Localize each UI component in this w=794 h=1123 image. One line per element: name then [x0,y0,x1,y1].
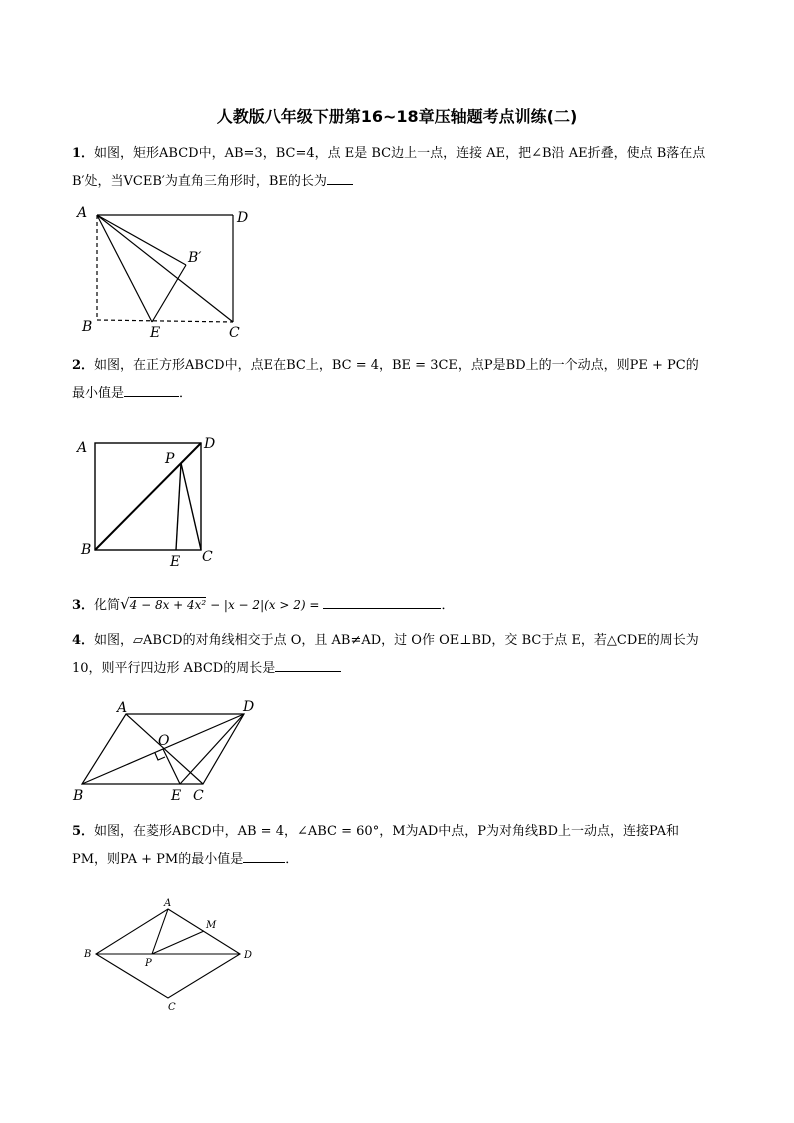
figure-4-label-E: E [171,788,182,804]
figure-2-label-D: D [204,436,216,452]
figure-1-label-E: E [150,325,161,341]
question-2-text-1: 如图，在正方形ABCD中，点E在BC上，BC = 4，BE = 3CE，点P是BD上的一个动点，则PE + PC的 [94,358,699,373]
question-3-prefix: 化简 [94,598,121,613]
figure-2-label-B: B [81,542,92,558]
figure-2-label-C: C [202,549,213,565]
question-5-text-2: PM，则PA + PM的最小值是 [72,852,244,867]
figure-5-label-C: C [168,1002,176,1013]
question-2-number: 2． [72,358,95,373]
question-3-number: 3． [72,598,95,613]
figure-4-label-C: C [193,788,204,804]
question-3-rest: − |x − 2|(x > 2) = [206,598,320,612]
figure-2-label-A: A [77,440,88,456]
figure-1-label-A: A [77,205,88,221]
figure-4-label-B: B [73,788,84,804]
figure-1-label-D: D [237,210,249,226]
question-5-number: 5． [72,824,95,839]
figure-5-label-M: M [206,920,217,931]
question-4-text-1: 如图，▱ABCD的对角线相交于点 O，且 AB≠AD，过 O作 OE⊥BD，交 BC于点 E，若△CDE的周长为 [94,633,699,648]
question-2-end: ． [179,386,193,401]
figure-5-label-B: B [84,949,92,960]
question-1-text-1: 如图，矩形ABCD中，AB=3，BC=4，点 E是 BC边上一点，连接 AE，把∠B沿 AE折叠，使点 B落在点 [94,146,706,161]
sqrt-icon: √ [120,595,130,613]
figure-5-label-P: P [145,958,152,969]
figure-5-label-A: A [164,898,172,909]
question-3-end: ． [441,598,455,613]
figure-1-label-B: B [82,319,93,335]
question-3-radicand: 4 − 8x + 4x² [129,598,207,612]
figure-4-label-O: O [158,733,170,749]
figure-1-label-C: C [229,325,240,341]
figure-2-label-P: P [165,451,175,467]
page-title: 人教版八年级下册第16~18章压轴题考点训练(二) [216,107,578,126]
question-4-text-2: 10，则平行四边形 ABCD的周长是 [72,661,276,676]
figure-4-label-D: D [243,699,255,715]
question-5-text-1: 如图，在菱形ABCD中，AB = 4，∠ABC = 60°，M为AD中点，P为对角线BD上一动点，连接PA和 [94,824,679,839]
figure-2-label-E: E [170,554,181,570]
question-5-end: ． [285,852,299,867]
question-1-number: 1． [72,146,95,161]
question-2-text-2: 最小值是 [72,386,125,401]
question-1-text-2: B′处，当VCEB′为直角三角形时，BE的长为 [72,174,327,189]
figure-5-label-D: D [244,950,253,961]
question-4-number: 4． [72,633,95,648]
figure-1-label-B-prime: B′ [188,250,202,266]
figure-4-label-A: A [117,700,128,716]
